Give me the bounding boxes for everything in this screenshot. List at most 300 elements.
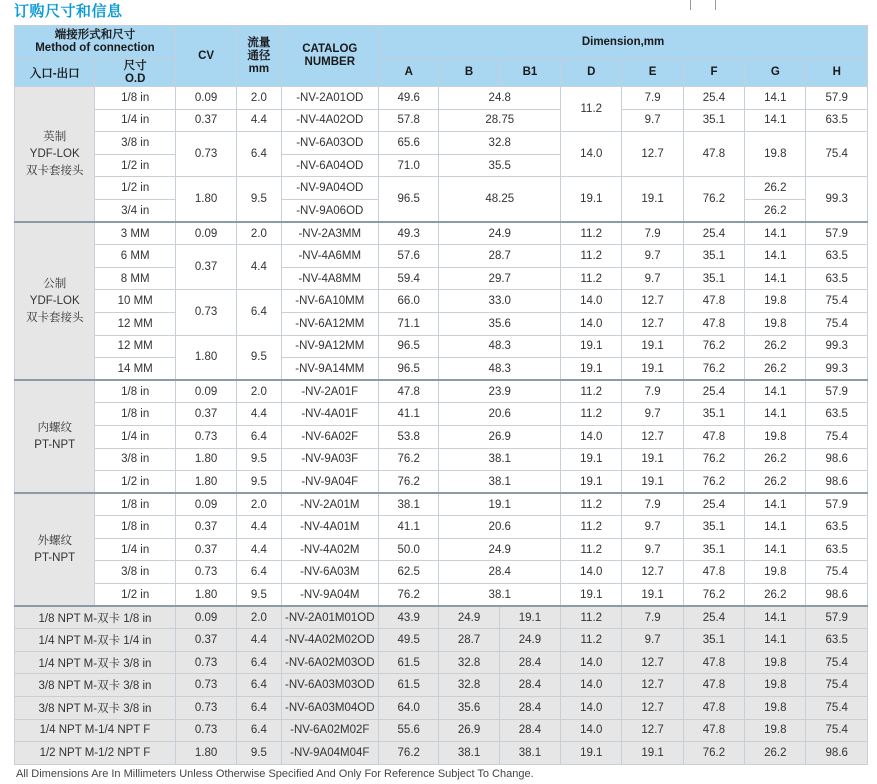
cell-b: 24.9: [439, 222, 561, 245]
cell-od: 1/2 in: [95, 584, 175, 607]
table-row: [15, 290, 868, 313]
cell-d: 19.1: [561, 177, 622, 222]
table-row: [15, 109, 868, 132]
adapter-connection: 1/8 NPT M-双卡 1/8 in: [15, 606, 176, 629]
dim-b-header: B: [439, 59, 499, 87]
cell-d: 11.2: [561, 267, 622, 290]
cell-catalog: -NV-2A01M: [281, 493, 379, 516]
cell-d: 19.1: [561, 584, 622, 607]
size-header-cn: 尺寸: [123, 59, 147, 72]
cell-e: 9.7: [622, 245, 683, 268]
cell-a: 76.2: [379, 448, 439, 471]
cell-d: 11.2: [561, 629, 622, 652]
cell-flow: 2.0: [237, 493, 281, 516]
cell-b1: 28.4: [499, 674, 560, 697]
cell-d: 19.1: [561, 358, 622, 381]
cell-g: 26.2: [745, 742, 806, 765]
cell-catalog: -NV-2A01F: [281, 380, 379, 403]
cell-d: 11.2: [561, 87, 622, 132]
cell-b1: 28.4: [499, 651, 560, 674]
cell-g: 26.2: [745, 584, 806, 607]
cell-b: 20.6: [439, 403, 561, 426]
cell-f: 76.2: [683, 177, 744, 222]
cell-h: 63.5: [806, 538, 868, 561]
connection-header: [15, 26, 176, 59]
cell-f: 25.4: [683, 380, 744, 403]
cell-d: 14.0: [561, 697, 622, 720]
cell-d: 14.0: [561, 674, 622, 697]
cell-od: 14 MM: [95, 358, 175, 381]
table-row: [15, 629, 868, 652]
cell-f: 47.8: [683, 719, 744, 742]
cell-catalog: -NV-2A3MM: [281, 222, 379, 245]
cell-catalog: -NV-4A8MM: [281, 267, 379, 290]
cell-e: 19.1: [622, 177, 683, 222]
cell-flow: 9.5: [237, 584, 281, 607]
table-row: [15, 742, 868, 765]
cell-d: 14.0: [561, 719, 622, 742]
cell-g: 14.1: [745, 516, 806, 539]
cell-h: 75.4: [806, 132, 868, 177]
cell-h: 75.4: [806, 290, 868, 313]
cell-od: 3/4 in: [95, 199, 175, 222]
table-row: [15, 584, 868, 607]
table-row: [15, 719, 868, 742]
cell-a: 41.1: [379, 516, 439, 539]
cell-catalog: -NV-6A02M03OD: [281, 651, 379, 674]
cell-catalog: -NV-4A02M: [281, 538, 379, 561]
cell-cv: 0.37: [175, 403, 236, 426]
cell-e: 9.7: [622, 267, 683, 290]
cell-od: 1/2 in: [95, 471, 175, 494]
cell-cv: 0.73: [175, 651, 236, 674]
table-row: [15, 606, 868, 629]
cell-od: 8 MM: [95, 267, 175, 290]
cell-od: 3/8 in: [95, 448, 175, 471]
cell-f: 35.1: [683, 267, 744, 290]
cell-catalog: -NV-9A04M: [281, 584, 379, 607]
cell-b: 38.1: [439, 584, 561, 607]
cell-flow: 6.4: [237, 674, 281, 697]
cell-h: 99.3: [806, 358, 868, 381]
cell-cv: 0.73: [175, 290, 236, 335]
cell-h: 98.6: [806, 584, 868, 607]
cell-catalog: -NV-9A04OD: [281, 177, 379, 200]
cell-a: 41.1: [379, 403, 439, 426]
dim-e-header: E: [622, 59, 683, 87]
cell-g: 19.8: [745, 132, 806, 177]
cell-d: 14.0: [561, 561, 622, 584]
cell-b: 38.1: [439, 742, 499, 765]
cell-g: 26.2: [745, 358, 806, 381]
cell-catalog: -NV-6A03M04OD: [281, 697, 379, 720]
connection-group-line: 外螺纹: [37, 534, 72, 547]
cell-od: 3/8 in: [95, 132, 175, 155]
cell-a: 55.6: [379, 719, 439, 742]
cell-flow: 9.5: [237, 335, 281, 380]
cell-e: 19.1: [622, 358, 683, 381]
cell-h: 57.9: [806, 493, 868, 516]
cell-b1: 28.4: [499, 719, 560, 742]
cell-catalog: -NV-4A02OD: [281, 109, 379, 132]
cell-h: 75.4: [806, 674, 868, 697]
cell-b: 32.8: [439, 651, 499, 674]
cell-flow: 6.4: [237, 719, 281, 742]
cell-a: 65.6: [379, 132, 439, 155]
catalog-header-line1: CATALOG: [302, 43, 358, 55]
connection-group-line: YDF-LOK: [29, 294, 80, 307]
top-divider: [715, 0, 716, 10]
table-row: [15, 312, 868, 335]
cell-a: 50.0: [379, 538, 439, 561]
cell-a: 47.8: [379, 380, 439, 403]
cell-d: 14.0: [561, 312, 622, 335]
connection-group-line: 双卡套接头: [25, 164, 84, 177]
cell-d: 11.2: [561, 606, 622, 629]
adapter-connection: 1/4 NPT M-双卡 3/8 in: [15, 651, 176, 674]
cell-e: 12.7: [622, 697, 683, 720]
cell-e: 12.7: [622, 651, 683, 674]
cell-g: 26.2: [745, 199, 806, 222]
cell-e: 19.1: [622, 448, 683, 471]
cell-od: 12 MM: [95, 312, 175, 335]
cell-h: 99.3: [806, 335, 868, 358]
cell-g: 14.1: [745, 109, 806, 132]
cell-catalog: -NV-2A01M01OD: [281, 606, 379, 629]
cell-cv: 0.37: [175, 245, 236, 290]
cell-od: 1/8 in: [95, 493, 175, 516]
cell-b: 32.8: [439, 132, 561, 155]
cell-b: 29.7: [439, 267, 561, 290]
cell-h: 75.4: [806, 561, 868, 584]
cell-g: 14.1: [745, 538, 806, 561]
table-row: [15, 448, 868, 471]
dim-f-header: F: [683, 59, 744, 87]
cell-catalog: -NV-9A03F: [281, 448, 379, 471]
cell-e: 9.7: [622, 629, 683, 652]
cell-od: 1/4 in: [95, 425, 175, 448]
cell-catalog: -NV-2A01OD: [281, 87, 379, 110]
cell-d: 19.1: [561, 448, 622, 471]
cell-h: 63.5: [806, 516, 868, 539]
cell-flow: 9.5: [237, 448, 281, 471]
cell-a: 38.1: [379, 493, 439, 516]
cell-e: 12.7: [622, 674, 683, 697]
table-row: [15, 561, 868, 584]
cell-e: 7.9: [622, 87, 683, 110]
flow-header-line3: mm: [248, 62, 270, 75]
cell-od: 1/8 in: [95, 516, 175, 539]
cell-e: 7.9: [622, 493, 683, 516]
cell-b1: 24.9: [499, 629, 560, 652]
cell-a: 71.0: [379, 154, 439, 177]
cell-h: 98.6: [806, 471, 868, 494]
dim-a-header: A: [379, 59, 439, 87]
flow-header-line2: 通径: [247, 49, 271, 62]
cell-e: 9.7: [622, 403, 683, 426]
flow-header-line1: 流量: [247, 36, 271, 49]
cell-g: 14.1: [745, 380, 806, 403]
cell-a: 96.5: [379, 335, 439, 358]
connection-group-line: 内螺纹: [37, 421, 72, 434]
connection-group-line: 双卡套接头: [25, 311, 84, 324]
cell-a: 64.0: [379, 697, 439, 720]
adapter-connection: 1/4 NPT M-双卡 1/4 in: [15, 629, 176, 652]
cell-flow: 4.4: [237, 516, 281, 539]
cell-g: 26.2: [745, 471, 806, 494]
cell-f: 47.8: [683, 132, 744, 177]
cell-f: 25.4: [683, 606, 744, 629]
cell-g: 14.1: [745, 403, 806, 426]
cell-a: 96.5: [379, 177, 439, 222]
cell-e: 12.7: [622, 425, 683, 448]
cell-a: 62.5: [379, 561, 439, 584]
cell-b: 26.9: [439, 425, 561, 448]
cell-f: 25.4: [683, 222, 744, 245]
table-row: [15, 516, 868, 539]
cell-cv: 0.37: [175, 109, 236, 132]
dim-g-header: G: [745, 59, 806, 87]
cell-e: 12.7: [622, 312, 683, 335]
table-row: [15, 380, 868, 403]
cell-g: 19.8: [745, 697, 806, 720]
connection-header-en: Method of connection: [35, 42, 155, 54]
catalog-header-line2: NUMBER: [304, 56, 356, 68]
cell-g: 14.1: [745, 87, 806, 110]
cell-flow: 6.4: [237, 651, 281, 674]
cell-od: 10 MM: [95, 290, 175, 313]
cell-flow: 2.0: [237, 380, 281, 403]
cell-h: 63.5: [806, 629, 868, 652]
cell-e: 12.7: [622, 132, 683, 177]
connection-group-line: YDF-LOK: [29, 147, 80, 160]
table-row: [15, 651, 868, 674]
cell-od: 1/4 in: [95, 538, 175, 561]
cell-f: 47.8: [683, 674, 744, 697]
cell-flow: 4.4: [237, 245, 281, 290]
cell-cv: 0.09: [175, 222, 236, 245]
cell-f: 76.2: [683, 471, 744, 494]
cell-g: 14.1: [745, 267, 806, 290]
cell-d: 11.2: [561, 245, 622, 268]
connection-group-lines: [15, 276, 94, 327]
cell-b: 35.6: [439, 312, 561, 335]
cell-cv: 0.73: [175, 719, 236, 742]
table-row: [15, 538, 868, 561]
cell-cv: 0.73: [175, 132, 236, 177]
cell-a: 61.5: [379, 651, 439, 674]
dim-h-header: H: [806, 59, 868, 87]
section-title: 订购尺寸和信息: [14, 2, 123, 20]
size-od-header: [95, 59, 175, 87]
cell-g: 14.1: [745, 493, 806, 516]
cell-b: 24.8: [439, 87, 561, 110]
dim-b1-header: B1: [499, 59, 560, 87]
cell-d: 11.2: [561, 516, 622, 539]
cell-f: 47.8: [683, 290, 744, 313]
cell-a: 61.5: [379, 674, 439, 697]
cell-catalog: -NV-4A02M02OD: [281, 629, 379, 652]
connection-group-line: PT-NPT: [34, 551, 76, 564]
cell-cv: 1.80: [175, 742, 236, 765]
cell-b: 35.5: [439, 154, 561, 177]
cell-e: 19.1: [622, 742, 683, 765]
cell-g: 19.8: [745, 651, 806, 674]
cell-g: 14.1: [745, 606, 806, 629]
cell-catalog: -NV-9A06OD: [281, 199, 379, 222]
cell-cv: 0.09: [175, 606, 236, 629]
connection-group-label: [15, 222, 95, 380]
adapter-connection: 3/8 NPT M-双卡 3/8 in: [15, 674, 176, 697]
cell-e: 19.1: [622, 584, 683, 607]
cell-catalog: -NV-6A12MM: [281, 312, 379, 335]
cell-catalog: -NV-4A01F: [281, 403, 379, 426]
cell-catalog: -NV-4A01M: [281, 516, 379, 539]
cell-b: 28.7: [439, 629, 499, 652]
top-divider: [690, 0, 691, 10]
connection-header-cn: 端接形式和尺寸: [54, 29, 136, 41]
cell-od: 1/2 in: [95, 177, 175, 200]
cell-flow: 6.4: [237, 425, 281, 448]
cell-flow: 2.0: [237, 222, 281, 245]
cell-b: 38.1: [439, 448, 561, 471]
connection-group-line: 公制: [43, 277, 67, 290]
cell-a: 76.2: [379, 471, 439, 494]
cell-a: 57.6: [379, 245, 439, 268]
cell-f: 35.1: [683, 516, 744, 539]
size-header-od: O.D: [124, 72, 146, 85]
cell-od: 12 MM: [95, 335, 175, 358]
cell-f: 25.4: [683, 493, 744, 516]
cell-b: 28.7: [439, 245, 561, 268]
cell-d: 11.2: [561, 380, 622, 403]
cell-f: 35.1: [683, 245, 744, 268]
cell-e: 7.9: [622, 606, 683, 629]
adapter-connection: 1/2 NPT M-1/2 NPT F: [15, 742, 176, 765]
cell-catalog: -NV-6A02F: [281, 425, 379, 448]
cell-g: 19.8: [745, 719, 806, 742]
cell-od: 1/8 in: [95, 380, 175, 403]
cell-e: 9.7: [622, 516, 683, 539]
cell-h: 63.5: [806, 109, 868, 132]
cell-d: 14.0: [561, 425, 622, 448]
cell-catalog: -NV-6A03M: [281, 561, 379, 584]
table-row: [15, 493, 868, 516]
cell-f: 47.8: [683, 561, 744, 584]
cell-cv: 1.80: [175, 584, 236, 607]
cell-h: 98.6: [806, 742, 868, 765]
cell-catalog: -NV-9A04F: [281, 471, 379, 494]
cell-catalog: -NV-9A12MM: [281, 335, 379, 358]
cell-d: 19.1: [561, 742, 622, 765]
cell-a: 76.2: [379, 742, 439, 765]
cell-h: 75.4: [806, 719, 868, 742]
cell-catalog: -NV-6A04OD: [281, 154, 379, 177]
cell-e: 7.9: [622, 222, 683, 245]
table-row: [15, 87, 868, 110]
cell-g: 19.8: [745, 561, 806, 584]
cell-h: 75.4: [806, 425, 868, 448]
cell-f: 47.8: [683, 312, 744, 335]
cell-cv: 0.09: [175, 380, 236, 403]
connection-group-label: [15, 493, 95, 606]
catalog-header: [281, 26, 379, 87]
cell-a: 49.3: [379, 222, 439, 245]
cell-a: 43.9: [379, 606, 439, 629]
cell-flow: 6.4: [237, 697, 281, 720]
cell-cv: 0.73: [175, 697, 236, 720]
cell-cv: 1.80: [175, 335, 236, 380]
cell-h: 75.4: [806, 697, 868, 720]
cell-a: 49.5: [379, 629, 439, 652]
cell-cv: 0.73: [175, 674, 236, 697]
cell-f: 25.4: [683, 87, 744, 110]
cell-a: 57.8: [379, 109, 439, 132]
cell-g: 19.8: [745, 674, 806, 697]
cell-g: 19.8: [745, 312, 806, 335]
cell-cv: 0.73: [175, 425, 236, 448]
table-row: [15, 245, 868, 268]
cell-f: 47.8: [683, 651, 744, 674]
cell-h: 63.5: [806, 403, 868, 426]
cell-e: 19.1: [622, 335, 683, 358]
cell-f: 47.8: [683, 697, 744, 720]
cell-od: 1/4 in: [95, 109, 175, 132]
cell-flow: 2.0: [237, 87, 281, 110]
cell-flow: 9.5: [237, 742, 281, 765]
flow-header: [237, 26, 281, 87]
cell-cv: 0.09: [175, 493, 236, 516]
cell-cv: 1.80: [175, 448, 236, 471]
cell-b: 38.1: [439, 471, 561, 494]
cell-flow: 4.4: [237, 629, 281, 652]
cell-od: 3 MM: [95, 222, 175, 245]
table-row: [15, 177, 868, 200]
cell-catalog: -NV-6A02M02F: [281, 719, 379, 742]
cell-flow: 9.5: [237, 471, 281, 494]
cell-catalog: -NV-6A03OD: [281, 132, 379, 155]
cell-f: 76.2: [683, 448, 744, 471]
cell-g: 26.2: [745, 448, 806, 471]
table-row: [15, 267, 868, 290]
ordering-info-table: [14, 25, 868, 765]
cell-od: 1/8 in: [95, 403, 175, 426]
cell-g: 26.2: [745, 177, 806, 200]
cell-e: 7.9: [622, 380, 683, 403]
connection-group-lines: [15, 129, 94, 180]
cell-e: 9.7: [622, 538, 683, 561]
connection-group-lines: [15, 533, 94, 567]
cell-a: 53.8: [379, 425, 439, 448]
table-row: [15, 222, 868, 245]
adapter-connection: 1/4 NPT M-1/4 NPT F: [15, 719, 176, 742]
cell-b: 23.9: [439, 380, 561, 403]
adapter-connection: 3/8 NPT M-双卡 3/8 in: [15, 697, 176, 720]
cell-h: 75.4: [806, 651, 868, 674]
cell-f: 35.1: [683, 109, 744, 132]
table-row: [15, 403, 868, 426]
cell-f: 76.2: [683, 335, 744, 358]
cell-b: 48.3: [439, 335, 561, 358]
cell-catalog: -NV-4A6MM: [281, 245, 379, 268]
inlet-outlet-header: 入口-出口: [15, 59, 95, 87]
cell-od: 1/2 in: [95, 154, 175, 177]
cell-b: 48.25: [439, 177, 561, 222]
table-row: [15, 358, 868, 381]
cell-b1: 19.1: [499, 606, 560, 629]
dim-d-header: D: [561, 59, 622, 87]
cell-b: 48.3: [439, 358, 561, 381]
